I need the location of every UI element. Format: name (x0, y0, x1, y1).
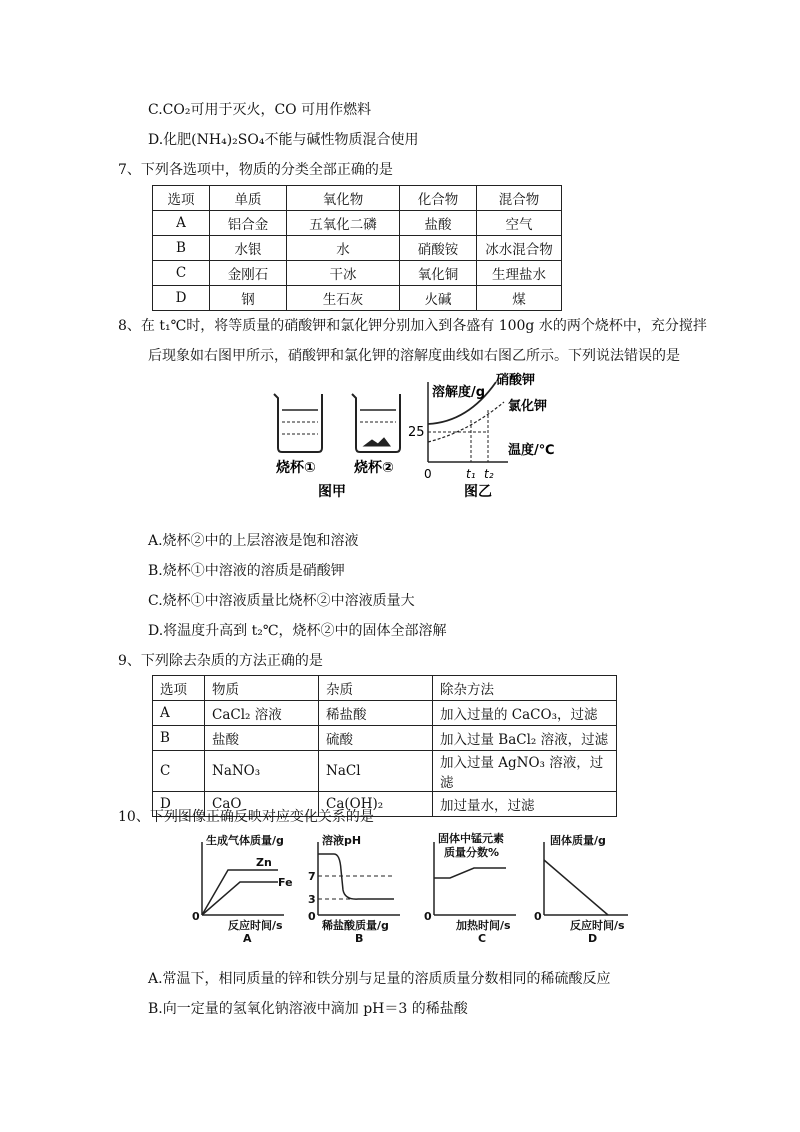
graph-b-origin: 0 (308, 910, 316, 923)
table-row (153, 236, 562, 261)
graph-a-zn-label: Zn (256, 856, 272, 869)
q10-graphs (188, 830, 638, 945)
graph-d-x-label: 反应时间/s (570, 919, 625, 932)
table-cell: 五氧化二磷 (287, 211, 400, 236)
header-cell: 氧化物 (287, 186, 400, 211)
q9-table (152, 675, 617, 817)
table-cell: 金刚石 (210, 261, 287, 286)
q7-table (152, 185, 562, 311)
graph-c-letter: C (478, 932, 487, 945)
y-axis-label: 溶解度/g (432, 385, 486, 400)
graph-a-letter: A (243, 932, 252, 945)
table-cell: 盐酸 (205, 726, 319, 751)
graph-d-origin: 0 (534, 910, 542, 923)
table-cell: 空气 (477, 211, 562, 236)
table-header-row (153, 676, 617, 701)
q8-option-b: B.烧杯①中溶液的溶质是硝酸钾 (148, 563, 345, 579)
graph-b-y-label: 溶液pH (322, 834, 362, 847)
q8-option-a: A.烧杯②中的上层溶液是饱和溶液 (148, 533, 359, 549)
table-cell: D (153, 792, 205, 817)
graph-a-fe-label: Fe (278, 876, 293, 889)
table-row (153, 211, 562, 236)
table-cell: 火碱 (400, 286, 477, 311)
t2-label: t₂ (484, 467, 494, 481)
header-cell: 选项 (153, 676, 205, 701)
table-cell: NaNO₃ (205, 751, 319, 792)
graph-b-x-label: 稀盐酸质量/g (322, 919, 389, 932)
table-cell: 铝合金 (210, 211, 287, 236)
t1-label: t₁ (466, 467, 476, 481)
header-cell: 混合物 (477, 186, 562, 211)
series-kno3-label: 硝酸钾 (496, 373, 536, 388)
table-cell: 加入过量 AgNO₃ 溶液，过滤 (433, 751, 617, 792)
header-cell: 选项 (153, 186, 210, 211)
header-cell: 杂质 (319, 676, 433, 701)
graph-d-y-label: 固体质量/g (550, 834, 606, 847)
graph-c-x-label: 加热时间/s (456, 919, 511, 932)
q6-option-d: D.化肥(NH₄)₂SO₄不能与碱性物质混合使用 (148, 132, 419, 148)
table-row (153, 701, 617, 726)
header-cell: 除杂方法 (433, 676, 617, 701)
table-header-row (153, 186, 562, 211)
table-cell: 硫酸 (319, 726, 433, 751)
figure-b-caption: 图乙 (464, 484, 492, 500)
table-cell: 水 (287, 236, 400, 261)
table-row (153, 751, 617, 792)
q8-option-c: C.烧杯①中溶液质量比烧杯②中溶液质量大 (148, 593, 415, 609)
graph-c-y-label-1: 固体中锰元素 (438, 832, 504, 845)
header-cell: 物质 (205, 676, 319, 701)
graph-a-fe-line (202, 882, 278, 915)
table-cell: 盐酸 (400, 211, 477, 236)
q8-option-d: D.将温度升高到 t₂℃，烧杯②中的固体全部溶解 (148, 623, 447, 639)
q8-stem-line1: 8、在 t₁℃时，将等质量的硝酸钾和氯化钾分别加入到各盛有 100g 水的两个烧杯中，充分搅拌 (118, 318, 707, 334)
table-cell: 稀盐酸 (319, 701, 433, 726)
graph-a-x-label: 反应时间/s (228, 919, 283, 932)
graph-b-tick-7: 7 (308, 870, 316, 883)
table-cell: 冰水混合物 (477, 236, 562, 261)
beaker-2-icon (352, 394, 400, 452)
graph-b-tick-3: 3 (308, 893, 316, 906)
origin-label: 0 (424, 467, 432, 481)
q6-option-c: C.CO₂可用于灭火，CO 可用作燃料 (148, 102, 372, 118)
q9-stem: 9、下列除去杂质的方法正确的是 (118, 653, 323, 669)
q10-option-b: B.向一定量的氢氧化钠溶液中滴加 pH＝3 的稀盐酸 (148, 1001, 468, 1017)
beaker-2-label: 烧杯② (354, 460, 394, 476)
table-cell: 煤 (477, 286, 562, 311)
graph-a-y-label: 生成气体质量/g (206, 834, 284, 847)
table-cell: 硝酸铵 (400, 236, 477, 261)
q10-option-a: A.常温下，相同质量的锌和铁分别与足量的溶质质量分数相同的稀硫酸反应 (148, 971, 611, 987)
graph-d-letter: D (588, 932, 598, 945)
graph-d-line (544, 860, 608, 915)
table-cell: B (153, 726, 205, 751)
graph-b-ph-curve (318, 854, 394, 899)
q8-figure (268, 372, 558, 507)
table-cell: A (153, 211, 210, 236)
table-cell: D (153, 286, 210, 311)
table-cell: 钢 (210, 286, 287, 311)
table-cell: NaCl (319, 751, 433, 792)
table-cell: 干冰 (287, 261, 400, 286)
table-row (153, 286, 562, 311)
table-cell: C (153, 751, 205, 792)
beaker-1-icon (274, 394, 322, 452)
table-cell: 生石灰 (287, 286, 400, 311)
figure-a-caption: 图甲 (318, 484, 346, 500)
table-cell: 氧化铜 (400, 261, 477, 286)
table-row (153, 261, 562, 286)
x-axis-label: 温度/℃ (508, 443, 555, 458)
table-cell: C (153, 261, 210, 286)
table-cell: Ca(OH)₂ (319, 792, 433, 817)
graph-c-line (434, 868, 506, 878)
graph-a-zn-line (202, 870, 278, 915)
table-cell: CaCl₂ 溶液 (205, 701, 319, 726)
table-cell: 加入过量 BaCl₂ 溶液，过滤 (433, 726, 617, 751)
q7-stem: 7、下列各选项中，物质的分类全部正确的是 (118, 162, 393, 178)
table-cell: 生理盐水 (477, 261, 562, 286)
table-cell: CaO (205, 792, 319, 817)
series-kcl-label: 氯化钾 (508, 399, 548, 414)
table-cell: B (153, 236, 210, 261)
table-cell: A (153, 701, 205, 726)
q8-stem-line2: 后现象如右图甲所示，硝酸钾和氯化钾的溶解度曲线如右图乙所示。下列说法错误的是 (148, 348, 680, 364)
table-cell: 加入过量的 CaCO₃，过滤 (433, 701, 617, 726)
table-cell: 水银 (210, 236, 287, 261)
beaker-1-label: 烧杯① (276, 460, 316, 476)
table-cell: 加过量水，过滤 (433, 792, 617, 817)
table-row (153, 726, 617, 751)
header-cell: 化合物 (400, 186, 477, 211)
graph-a-origin: 0 (192, 910, 200, 923)
header-cell: 单质 (210, 186, 287, 211)
q10-stem: 10、下列图像正确反映对应变化关系的是 (118, 809, 374, 825)
graph-c-origin: 0 (424, 910, 432, 923)
graph-c-y-label-2: 质量分数% (444, 846, 500, 859)
y-tick-25: 25 (408, 425, 425, 440)
graph-b-letter: B (355, 932, 364, 945)
